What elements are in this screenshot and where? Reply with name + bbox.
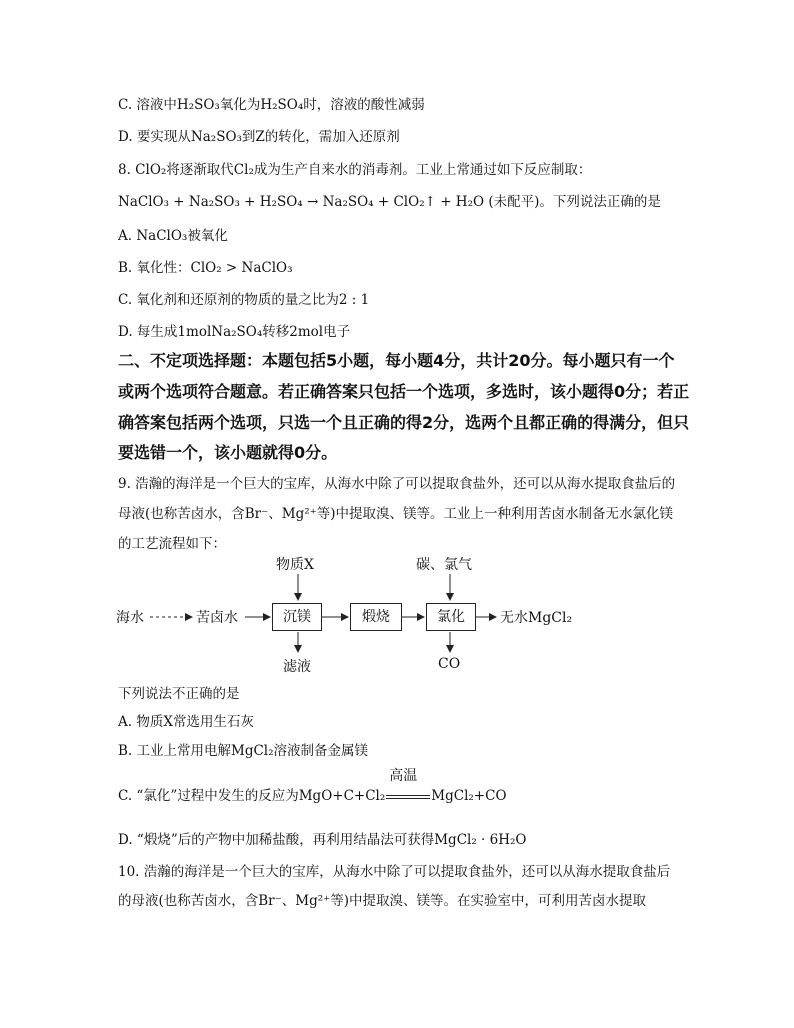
label-brine: 苦卤水	[196, 610, 238, 626]
equals-sign	[386, 795, 430, 799]
section-heading-2: 或两个选项符合题意。若正确答案只包括一个选项，多选时，该小题得0分；若正	[118, 382, 690, 401]
label-product: 无水MgCl₂	[500, 610, 573, 626]
option-8a: A. NaClO₃被氧化	[118, 228, 228, 244]
label-seawater: 海水	[116, 610, 144, 626]
option-8b: B. 氧化性：ClO₂ > NaClO₃	[118, 260, 293, 276]
section-heading-3: 确答案包括两个选项，只选一个且正确的得2分，选两个且都正确的得满分，但只	[118, 413, 690, 432]
option-9a: A. 物质X常选用生石灰	[118, 714, 254, 730]
label-substance-x: 物质X	[276, 557, 314, 573]
option-9c-lhs: C. “氯化”过程中发生的反应为MgO+C+Cl₂	[118, 788, 386, 804]
option-9d: D. “煅烧”后的产物中加稀盐酸，再利用结晶法可获得MgCl₂ · 6H₂O	[118, 832, 527, 848]
question-9-prompt: 下列说法不正确的是	[118, 686, 240, 702]
condition-high-temp: 高温	[389, 768, 418, 784]
process-flow-diagram	[110, 552, 590, 687]
question-10-line1: 10. 浩瀚的海洋是一个巨大的宝库，从海水中除了可以提取食盐外，还可以从海水提取食盐后	[118, 864, 671, 880]
equation-8: NaClO₃ + Na₂SO₃ + H₂SO₄ → Na₂SO₄ + ClO₂↑ + H₂O (未配平)。下列说法正确的是	[118, 194, 661, 210]
option-8d: D. 每生成1molNa₂SO₄转移2mol电子	[118, 324, 351, 340]
label-carbon-chlorine: 碳、氯气	[416, 557, 472, 573]
section-heading-1: 二、不定项选择题：本题包括5小题，每小题4分，共计20分。每小题只有一个	[118, 351, 675, 370]
question-9-line2: 母液(也称苦卤水，含Br⁻、Mg²⁺等)中提取溴、镁等。工业上一种利用苦卤水制备无水氯化镁	[118, 506, 674, 522]
label-co: CO	[438, 656, 461, 672]
question-9-line3: 的工艺流程如下：	[118, 536, 226, 552]
option-9b: B. 工业上常用电解MgCl₂溶液制备金属镁	[118, 743, 369, 759]
box-precipitate-mg: 沉镁	[272, 603, 322, 631]
question-8: 8. ClO₂将逐渐取代Cl₂成为生产自来水的消毒剂。工业上常通过如下反应制取：	[118, 162, 592, 178]
box-calcine: 煅烧	[350, 603, 402, 631]
option-9c-rhs: MgCl₂+CO	[431, 788, 507, 804]
reaction-condition	[385, 768, 431, 806]
label-filtrate: 滤液	[283, 659, 311, 675]
option-9c	[118, 768, 507, 806]
box-chlorinate: 氯化	[426, 603, 476, 631]
option-8c: C. 氧化剂和还原剂的物质的量之比为2 : 1	[118, 292, 370, 308]
line-c7: C. 溶液中H₂SO₃氧化为H₂SO₄时，溶液的酸性减弱	[118, 97, 425, 113]
line-d7: D. 要实现从Na₂SO₃到Z的转化，需加入还原剂	[118, 129, 400, 145]
question-10-line2: 的母液(也称苦卤水，含Br⁻、Mg²⁺等)中提取溴、镁等。在实验室中，可利用苦卤水提取	[118, 893, 647, 909]
section-heading-4: 要选错一个，该小题就得0分。	[118, 443, 338, 462]
question-9-line1: 9. 浩瀚的海洋是一个巨大的宝库，从海水中除了可以提取食盐外，还可以从海水提取食盐后的	[118, 476, 676, 492]
